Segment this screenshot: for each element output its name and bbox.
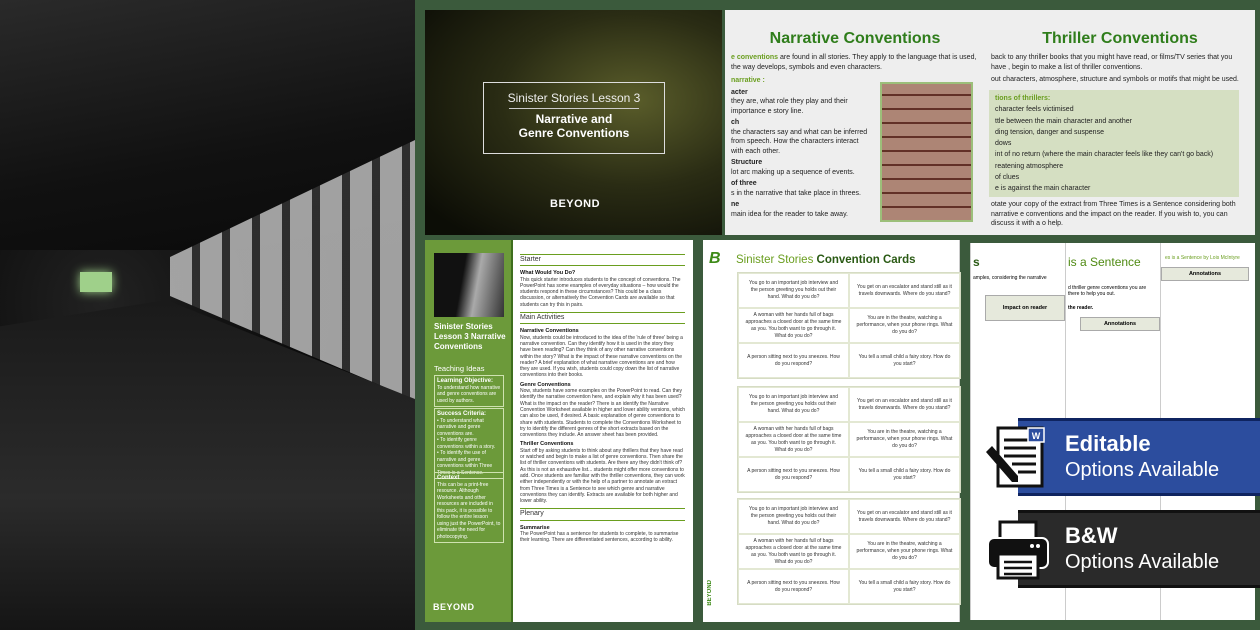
thriller-item: int of no return (where the main character feels like they can't go back) [995, 151, 1214, 159]
thriller-item: character feels victimised [995, 106, 1074, 114]
section-main: Main Activities [520, 312, 685, 324]
editable-subtitle: Options Available [1065, 459, 1220, 481]
title-box [483, 82, 665, 154]
tunnel-photo [0, 0, 415, 630]
genre-text: Now, students have some examples on the PowerPoint to read. Can they identify the narrative convention here, and explain why it has been used? What is the impact on the reader? There is an identify the Narrative Convention Worksheet available in higher and lower ability versions, which can also be used, if desired. A basic explanation of genre conventions to share with students. Students to complete the Conventions Worksheet to try to identify the different genres of the short extracts based on the conventions they include. An answer sheet has been provided. [520, 388, 685, 439]
thriller-list [989, 105, 1239, 194]
thriller-item: e is against the main character [995, 185, 1091, 193]
intro: e conventions are found in all stories. They apply to the language that is used, the way develops, symbols and even characters. [731, 54, 977, 71]
convention-card: You tell a small child a fairy story. How do you start? [849, 343, 960, 378]
editable-document-icon [982, 424, 1054, 492]
lesson-label: Sinister Stories Lesson 3 [507, 91, 641, 105]
teaching-ideas-doc [425, 240, 693, 622]
list-label: narrative : [731, 77, 765, 84]
convention-item: ne main idea for the reader to take away. [731, 201, 848, 218]
slide-title-line1: Narrative and [535, 112, 613, 126]
criteria-item: • To identify genre conventions within a story. [437, 437, 496, 450]
thriller-item: ding tension, danger and suspense [995, 128, 1104, 136]
doc-title: Sinister Stories Lesson 3 Narrative Conventions [434, 322, 506, 351]
context: Context This can be a print-free resource. Although Worksheets and other resources are included in this pack, it is possible to follow the entire lesson using just the PowerPoint, to eliminate the need for photocopying. [434, 472, 504, 543]
convention-card: You are in the theatre, watching a performance, when your phone rings. What do you do? [849, 534, 960, 569]
slide-title-line2: Genre Conventions [518, 126, 630, 140]
thriller-item: ttle between the main character and another [995, 117, 1132, 125]
tunnel-exit-light [80, 272, 112, 292]
editable-badge [1018, 418, 1260, 496]
convention-card: You go to an important job interview and the person greeting you holds out their hand. What do you do? [738, 499, 849, 534]
convention-card: You get on an escalator and stand still as it travels downwards. Where do you stand? [849, 499, 960, 534]
thriller-slide [985, 10, 1255, 235]
convention-card: You go to an important job interview and the person greeting you holds out their hand. What do you do? [738, 387, 849, 422]
plenary-text: The PowerPoint has a sentence for students to complete, to summarise their learning. There are differentiated sentences, according to ability. [520, 530, 679, 544]
page-title: is a Sentence [1068, 255, 1141, 269]
convention-card: You get on an escalator and stand still as it travels downwards. Where do you stand? [849, 273, 960, 308]
card-grid [737, 498, 961, 605]
column-header: Annotations [1080, 317, 1160, 331]
thriller-item: dows [995, 140, 1012, 148]
beyond-logo: BEYOND [433, 602, 475, 612]
bw-subtitle: Options Available [1065, 551, 1220, 573]
success-criteria: Success Criteria: • To understand what narrative and genre conventions are. • To identify genre conventions within a story. • To identify the use of narrative and genre conventions within Three Times is a Sentence. [434, 408, 504, 479]
card-grid [737, 386, 961, 493]
convention-card: A person sitting next to you sneezes. How do you respond? [738, 569, 849, 604]
column-header: Annotations [1161, 267, 1249, 281]
convention-list [725, 88, 875, 220]
convention-card: You tell a small child a fairy story. How do you start? [849, 569, 960, 604]
bw-badge [1018, 510, 1260, 588]
thriller-text: Start off by asking students to think about any thrillers that they have read or watched and begin to make a list of genre conventions. Then share the list of thriller conventions with students. Are there any they didn't think of? As this is not an exhaustive list... students might offer more conventions to add. Once students are familiar with the thriller conventions, they can work either independently or with the help of a partner to annotate an extract from Three Times is a Sentence to see which genre and narrative conventions they can identify. Extracts are available for both higher and lower ability. [520, 447, 685, 505]
learning-objective: Learning Objective: To understand how narrative and genre conventions are used by authors. [434, 375, 504, 407]
criteria-item: • To identify the use of narrative and genre conventions within Three Times is a Sentence. [437, 450, 493, 476]
thriller-item: reatening atmosphere [995, 162, 1064, 170]
slide-title: Thriller Conventions [1042, 30, 1198, 47]
para-2: out characters, atmosphere, structure and symbols or motifs that might be used. [991, 76, 1239, 83]
slide-title: Narrative Conventions [769, 30, 941, 47]
cards-title: Sinister Stories Convention Cards [736, 254, 916, 266]
title-slide [425, 10, 722, 235]
convention-card: A woman with her hands full of bags approaches a closed door at the same time as you. You both want to go through it. What do you do? [738, 308, 849, 343]
card-grid [737, 272, 961, 379]
narrative-text: Now, students could be introduced to the idea of the 'rule of three' being a narrative convention. Can they identify how it is used in the story they have been reading? Can they think of any other narrative conventions within the story? What is the impact of these narrative conventions on the reader? A brief explanation of what narrative conventions are and how they are used. If you wish, students could copy down the list of narrative conventions into their books. [520, 334, 683, 379]
books-image [880, 82, 973, 222]
convention-card: A woman with her hands full of bags approaches a closed door at the same time as you. You both want to go through it. What do you do? [738, 422, 849, 457]
page-title: es is a Sentence by Lois McIntyre [1165, 255, 1240, 261]
beyond-side-logo: BEYOND [707, 580, 713, 606]
convention-card: You go to an important job interview and the person greeting you holds out their hand. What do you do? [738, 273, 849, 308]
section-starter: Starter [520, 254, 685, 266]
thriller-item: of clues [995, 174, 1020, 182]
convention-card: You tell a small child a fairy story. How do you start? [849, 457, 960, 492]
divider [509, 108, 639, 109]
convention-card: You get on an escalator and stand still as it travels downwards. Where do you stand? [849, 387, 960, 422]
beyond-logo-icon: B [709, 250, 721, 267]
section-plenary: Plenary [520, 508, 685, 520]
narrative-slide [725, 10, 985, 235]
para-3: otate your copy of the extract from Three Times is a Sentence considering both narrative e conventions and the impact on the reader. If you wish to, you can discuss it with a o help. [991, 201, 1236, 227]
beyond-logo: BEYOND [550, 198, 601, 210]
doc-sidebar [425, 240, 513, 622]
convention-card: A person sitting next to you sneezes. How do you respond? [738, 457, 849, 492]
page-title: s [973, 255, 980, 269]
convention-item: acter they are, what role they play and their importance e story line. [731, 88, 848, 115]
convention-card: A woman with her hands full of bags approaches a closed door at the same time as you. You both want to go through it. What do you do? [738, 534, 849, 569]
para-1: back to any thriller books that you might have read, or films/TV series that you have , begin to make a list of thriller conventions. [991, 54, 1233, 71]
bw-title: B&W [1065, 523, 1118, 548]
page-text: amples, considering the narrative [973, 275, 1047, 281]
editable-title: Editable [1065, 431, 1151, 456]
thriller-box [989, 90, 1239, 197]
convention-card: A person sitting next to you sneezes. How do you respond? [738, 343, 849, 378]
page-text: d thriller genre conventions you are there to help you out. [1068, 285, 1147, 297]
convention-cards-doc [703, 240, 960, 622]
doc-main: Starter What Would You Do? This quick starter introduces students to the concept of conventions. The PowerPoint has some examples of everyday situations – how would the students respond in these circumstances? This could be a class discussion, or alternatively the Convention Cards are available so that students can try this in pairs. Main Activities Narrative Conventions Now, students could be introduced to the idea of the 'rule of three' being a narrative convention. Can they identify how it is used in the story they have been reading? Can they think of any other narrative conventions within the story? What is the impact of these narrative conventions on the reader? A brief explanation of what narrative conventions are and how they are used. If you wish, students could copy down the list of narrative conventions into their books. Genre Conventions Now, students have some examples on the PowerPoint to read. Can they identify the narrative convention here, and explain why it has been used? What is the impact on the reader? There is an identify the Narrative Convention Worksheet available in higher and lower ability versions, which can also be used, if desired. A basic explanation of genre conventions to share with students. Students to complete the Conventions Worksheet to try to identify the different genres of the short extracts based on the conventions they include. An answer sheet has been provided. Thriller Conventions Start off by asking students to think about any thrillers that they have read or watched and begin to make a list of genre conventions. Then share the list of thriller conventions with students. Are there any they didn't think of? As this is not an exhaustive list... students might offer more conventions to add. Once students are familiar with the thriller conventions, they can work either independently or with the help of a partner to annotate an extract from Three Times is a Sentence to see which genre and narrative conventions they can identify. Extracts are available for both higher and lower ability. Plenary Summarise The PowerPoint has a sentence for students to complete, to summarise their learning. There are differentiated sentences, according to ability. [520, 256, 685, 544]
column-header: Impact on reader [985, 295, 1065, 321]
list-label: tions of thrillers: [995, 95, 1051, 102]
convention-item: ch the characters say and what can be inferred from speech. How the characters interact with each other. [731, 119, 868, 155]
tunnel-thumbnail [434, 253, 504, 317]
doc-subtitle: Teaching Ideas [434, 364, 485, 373]
convention-item: of three s in the narrative that take place in threes. [731, 180, 861, 197]
convention-card: You are in the theatre, watching a performance, when your phone rings. What do you do? [849, 308, 960, 343]
svg-text:W: W [1031, 431, 1041, 441]
convention-card: You are in the theatre, watching a performance, when your phone rings. What do you do? [849, 422, 960, 457]
printer-icon [982, 516, 1054, 584]
page-bold: the reader. [1068, 305, 1094, 311]
starter-text: This quick starter introduces students to the concept of conventions. The PowerPoint has some examples of everyday situations – how would the students respond in these circumstances? This could be a class discussion, or alternatively the Convention Cards are available so that students can try this in pairs. [520, 276, 681, 308]
criteria-item: • To understand what narrative and genre conventions are. [437, 417, 484, 437]
convention-item: Structure lot arc making up a sequence of events. [731, 159, 855, 176]
